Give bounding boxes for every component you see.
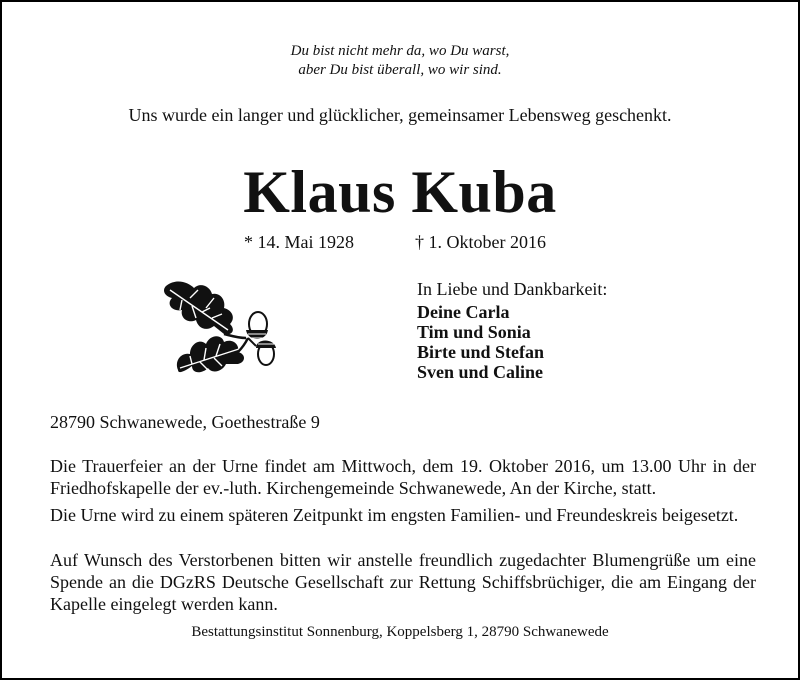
intro-text: Uns wurde ein langer und glücklicher, gemeinsamer Lebensweg geschenkt. bbox=[128, 105, 672, 125]
donation-request-paragraph: Auf Wunsch des Verstorbenen bitten wir anstelle freundlich zugedachter Blumengrüße um eine Spende an die DGzRS Deutsche Gesellschaft zur Rettung Schiffsbrüchiger, die am Eingang der Kapelle eingelegt werden kann. bbox=[50, 550, 756, 614]
funeral-details-paragraph: Die Trauerfeier an der Urne findet am Mittwoch, dem 19. Oktober 2016, um 13.00 Uhr in der Friedhofskapelle der ev.-luth. Kirchengemeinde Schwanewede, An der Kirche, statt. bbox=[50, 456, 756, 498]
death-date: † 1. Oktober 2016 bbox=[415, 232, 546, 252]
mourner-name: Birte und Stefan bbox=[417, 342, 545, 362]
deceased-name: Klaus Kuba bbox=[243, 159, 557, 225]
memorial-quote bbox=[2, 42, 798, 80]
urn-burial-paragraph: Die Urne wird zu einem späteren Zeitpunkt im engsten Familien- und Freundeskreis beigesetzt. bbox=[50, 505, 739, 525]
quote-line: Du bist nicht mehr da, wo Du warst, bbox=[290, 43, 510, 59]
family-address: 28790 Schwanewede, Goethestraße 9 bbox=[50, 412, 320, 432]
mourners-heading: In Liebe und Dankbarkeit: bbox=[417, 279, 608, 299]
mourner-name: Deine Carla bbox=[417, 302, 510, 322]
oak-leaves-acorns-icon bbox=[162, 278, 282, 378]
birth-date: * 14. Mai 1928 bbox=[244, 232, 354, 252]
mourner-name: Tim und Sonia bbox=[417, 322, 531, 342]
quote-line: aber Du bist überall, wo wir sind. bbox=[298, 62, 502, 78]
mourners-list bbox=[417, 302, 544, 382]
funeral-home-footer: Bestattungsinstitut Sonnenburg, Koppelsberg 1, 28790 Schwanewede bbox=[191, 624, 609, 640]
mourner-name: Sven und Caline bbox=[417, 362, 544, 382]
